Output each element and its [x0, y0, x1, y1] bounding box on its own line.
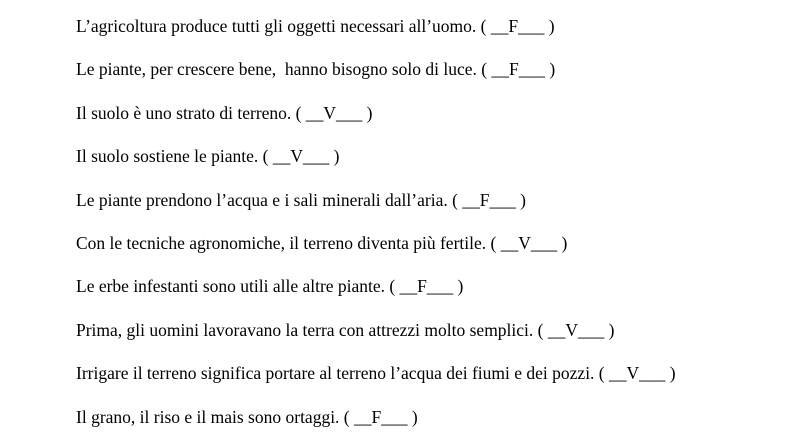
- statement: Irrigare il terreno significa portare al terreno l’acqua dei fiumi e dei pozzi. ( __V___ ): [76, 363, 676, 384]
- statement: Le erbe infestanti sono utili alle altre piante. ( __F___ ): [76, 276, 464, 297]
- statement: Le piante prendono l’acqua e i sali minerali dall’aria. ( __F___ ): [76, 189, 526, 210]
- statement: Il grano, il riso e il mais sono ortaggi. ( __F___ ): [76, 406, 418, 427]
- statement: Il suolo sostiene le piante. ( __V___ ): [76, 146, 340, 167]
- statement: L’agricoltura produce tutti gli oggetti necessari all’uomo. ( __F___ ): [76, 16, 555, 36]
- statement: Prima, gli uomini lavoravano la terra con attrezzi molto semplici. ( __V___ ): [76, 319, 615, 340]
- true-false-statement-list: [76, 13, 676, 447]
- statement: Le piante, per crescere bene, hanno bisogno solo di luce. ( __F___ ): [76, 59, 556, 80]
- statement: Con le tecniche agronomiche, il terreno diventa più fertile. ( __V___ ): [76, 232, 568, 253]
- statement: Il suolo è uno strato di terreno. ( __V___ ): [76, 102, 373, 123]
